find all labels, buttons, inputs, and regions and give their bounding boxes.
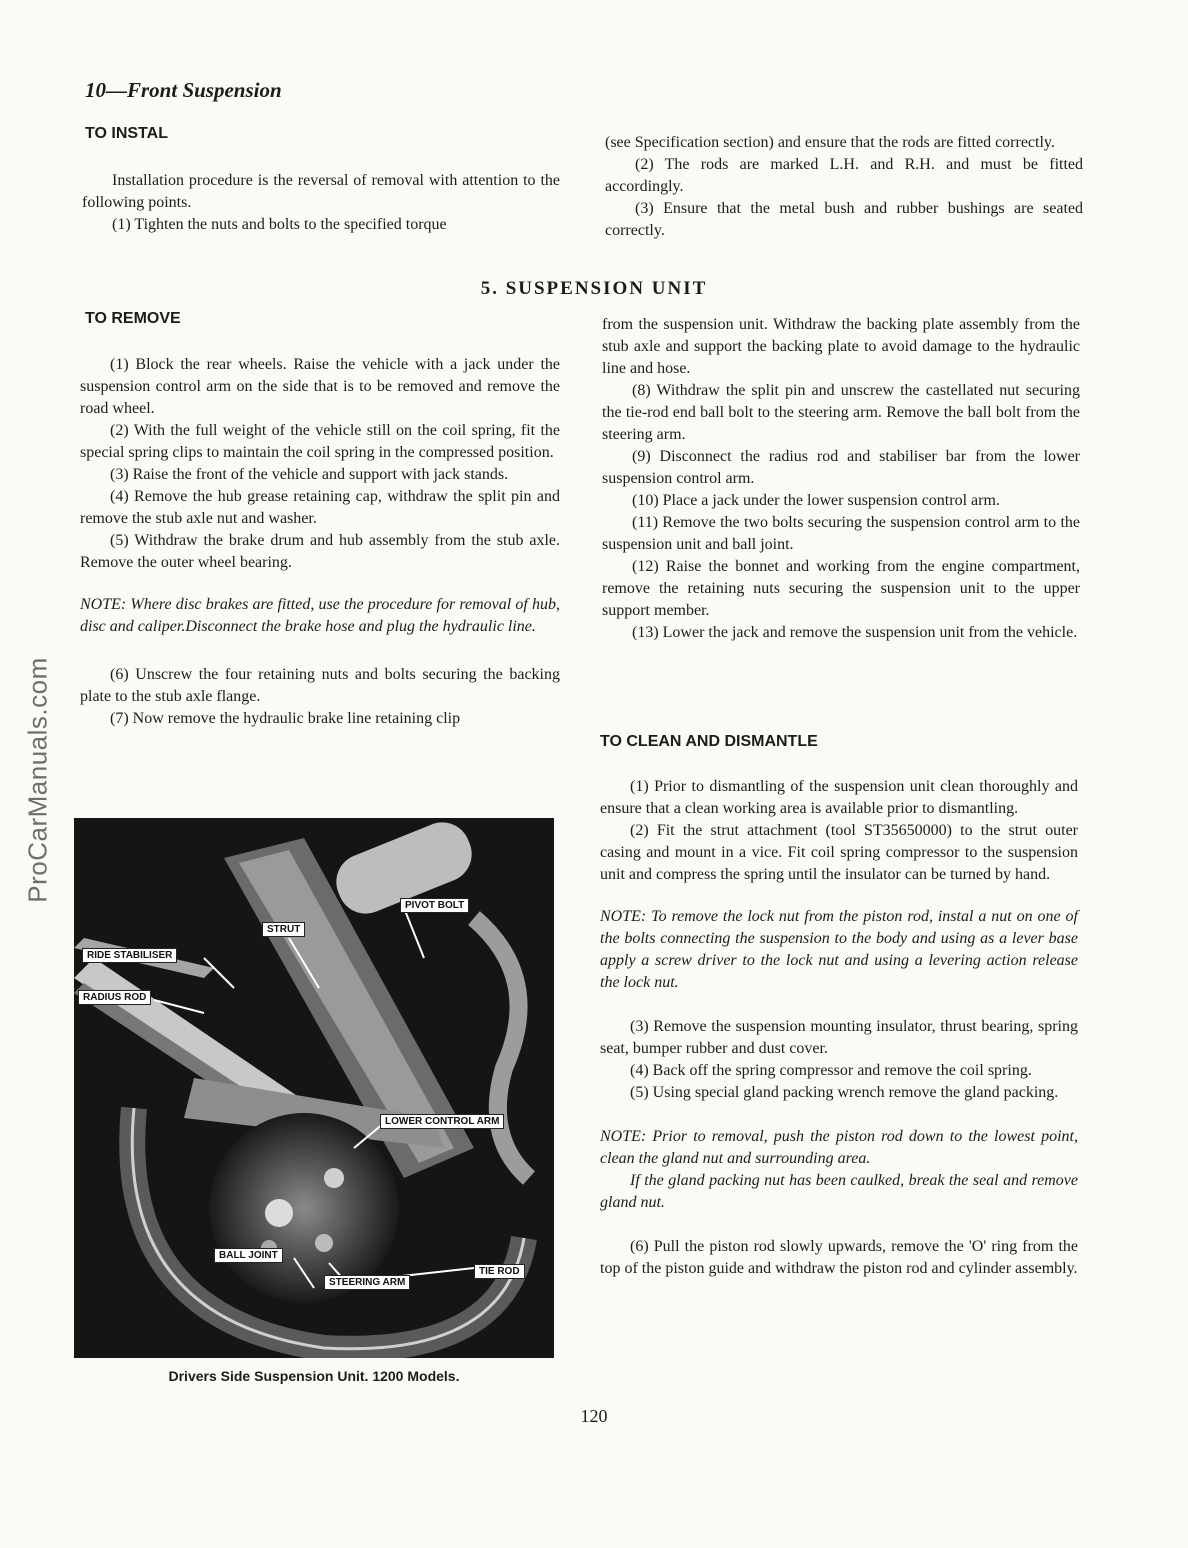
remove-step: (11) Remove the two bolts securing the suspension control arm to the suspension unit and ball joint.: [602, 514, 1080, 553]
dismantle-note: NOTE: To remove the lock nut from the piston rod, instal a nut on one of the bolts connecting the suspension to the body and using as a lever base apply a screw driver to the lock nut and using a levering action release the lock nut.: [600, 908, 1078, 991]
remove-step: (2) With the full weight of the vehicle still on the coil spring, fit the special spring clips to maintain the coil spring in the compressed position.: [80, 422, 560, 461]
remove-step: (12) Raise the bonnet and working from the engine compartment, remove the retaining nuts securing the suspension unit to the upper support member.: [602, 558, 1080, 619]
install-step: (1) Tighten the nuts and bolts to the specified torque: [112, 216, 447, 233]
chapter-title: 10—Front Suspension: [85, 78, 282, 102]
dismantle-note: If the gland packing nut has been caulked, break the seal and remove gland nut.: [600, 1172, 1078, 1211]
install-step: (2) The rods are marked L.H. and R.H. and must be fitted accordingly.: [605, 156, 1083, 195]
suspension-photo: [74, 818, 554, 1358]
dismantle-step: (3) Remove the suspension mounting insulator, thrust bearing, spring seat, bumper rubber and dust cover.: [600, 1018, 1078, 1057]
remove-step: (3) Raise the front of the vehicle and support with jack stands.: [110, 466, 509, 483]
label-lower-control-arm: LOWER CONTROL ARM: [380, 1114, 504, 1129]
dismantle-step: (5) Using special gland packing wrench remove the gland packing.: [630, 1084, 1059, 1101]
watermark-text: ProCarManuals.com: [22, 657, 53, 903]
remove-text-left: [80, 354, 560, 730]
label-radius-rod: RADIUS ROD: [78, 990, 151, 1005]
page-number: 120: [580, 1406, 608, 1426]
install-heading: TO INSTAL: [85, 125, 168, 142]
remove-step: (6) Unscrew the four retaining nuts and bolts securing the backing plate to the stub axle flange.: [80, 666, 560, 705]
dismantle-heading: TO CLEAN AND DISMANTLE: [600, 733, 818, 750]
watermark: [14, 640, 62, 920]
dismantle-note: NOTE: Prior to removal, push the piston rod down to the lowest point, clean the gland nut and surrounding area.: [600, 1128, 1078, 1167]
label-steering-arm: STEERING ARM: [324, 1275, 410, 1290]
remove-step: (4) Remove the hub grease retaining cap, withdraw the split pin and remove the stub axle nut and washer.: [80, 488, 560, 527]
label-ball-joint: BALL JOINT: [214, 1248, 283, 1263]
remove-note: NOTE: Where disc brakes are fitted, use the procedure for removal of hub, disc and caliper.Disconnect the brake hose and plug the hydraulic line.: [80, 596, 560, 635]
install-step: (3) Ensure that the metal bush and rubber bushings are seated correctly.: [605, 200, 1083, 239]
remove-step: from the suspension unit. Withdraw the backing plate assembly from the stub axle and support the backing plate to avoid damage to the hydraulic line and hose.: [602, 316, 1080, 377]
remove-heading: TO REMOVE: [85, 310, 181, 327]
dismantle-step: (6) Pull the piston rod slowly upwards, remove the 'O' ring from the top of the piston guide and withdraw the piston rod and cylinder assembly.: [600, 1238, 1078, 1277]
label-strut: STRUT: [262, 922, 305, 937]
remove-step: (13) Lower the jack and remove the suspension unit from the vehicle.: [632, 624, 1078, 641]
remove-step: (7) Now remove the hydraulic brake line retaining clip: [110, 710, 461, 727]
dismantle-step: (4) Back off the spring compressor and remove the coil spring.: [630, 1062, 1032, 1079]
remove-step: (8) Withdraw the split pin and unscrew the castellated nut securing the tie-rod end ball bolt to the steering arm. Remove the ball bolt from the steering arm.: [602, 382, 1080, 443]
remove-step: (10) Place a jack under the lower suspension control arm.: [632, 492, 1000, 509]
label-pivot-bolt: PIVOT BOLT: [400, 898, 469, 913]
install-text-right: [605, 132, 1083, 242]
label-ride-stabiliser: RIDE STABILISER: [82, 948, 177, 963]
install-text-left: [82, 170, 560, 236]
dismantle-step: (2) Fit the strut attachment (tool ST35650000) to the strut outer casing and mount in a vice. Fit coil spring compressor to the suspension unit and compress the spring until the insulator can be turned by hand.: [600, 822, 1078, 883]
dismantle-text: [600, 776, 1078, 1280]
label-tie-rod: TIE ROD: [474, 1264, 525, 1279]
figure-caption: Drivers Side Suspension Unit. 1200 Models.: [168, 1368, 460, 1384]
install-paragraph: (see Specification section) and ensure that the rods are fitted correctly.: [605, 134, 1055, 151]
dismantle-step: (1) Prior to dismantling of the suspension unit clean thoroughly and ensure that a clean working area is available prior to dismantling.: [600, 778, 1078, 817]
section-title: 5. SUSPENSION UNIT: [480, 278, 708, 299]
remove-text-right: [602, 314, 1080, 644]
remove-step: (5) Withdraw the brake drum and hub assembly from the stub axle. Remove the outer wheel bearing.: [80, 532, 560, 571]
install-paragraph: Installation procedure is the reversal of removal with attention to the following points.: [82, 172, 560, 211]
remove-step: (1) Block the rear wheels. Raise the vehicle with a jack under the suspension control arm on the side that is to be removed and remove the road wheel.: [80, 356, 560, 417]
remove-step: (9) Disconnect the radius rod and stabiliser bar from the lower suspension control arm.: [602, 448, 1080, 487]
